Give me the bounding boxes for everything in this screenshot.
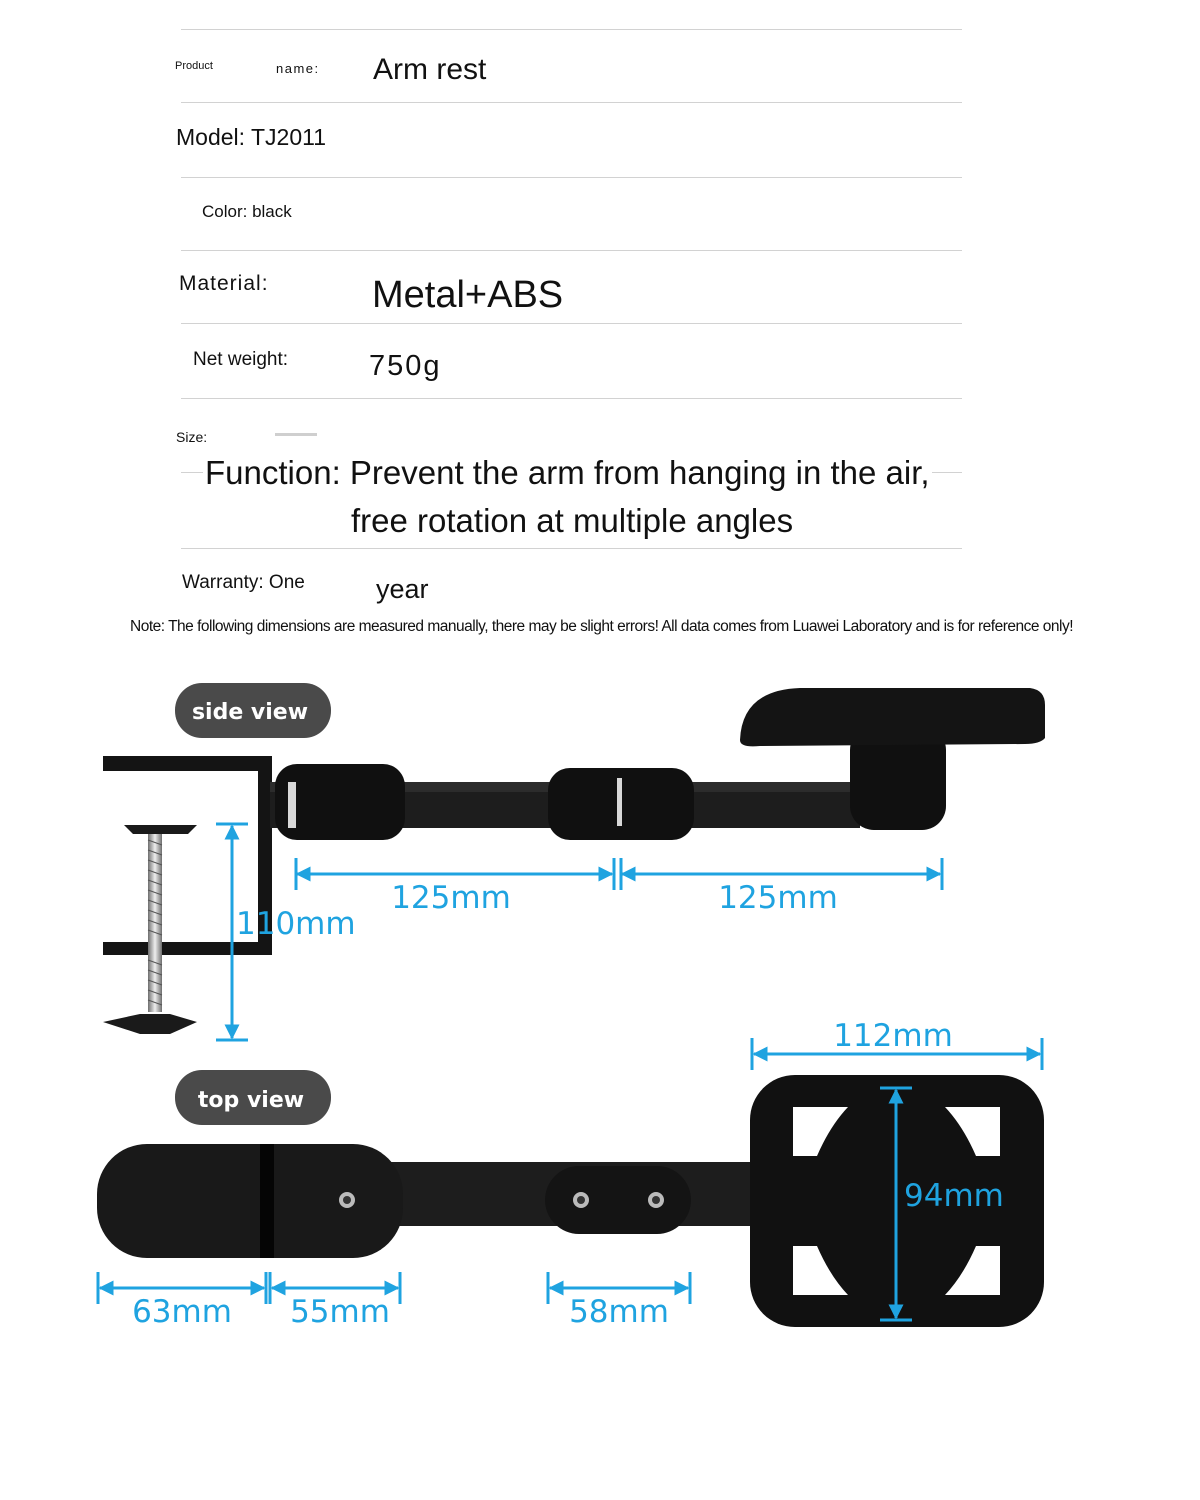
weight-value: 750g <box>369 350 442 382</box>
function-line-1: Function: Prevent the arm from hanging in the air, <box>205 454 930 491</box>
model-spec: Model: TJ2011 <box>176 124 327 150</box>
function-line-2: free rotation at multiple angles <box>351 502 794 539</box>
divider <box>181 548 962 549</box>
spec-table <box>0 0 1200 640</box>
dim-arm-joint-length: 55mm <box>290 1294 390 1330</box>
side-view-badge <box>175 683 331 738</box>
name-value: Arm rest <box>373 53 487 86</box>
measurement-note: Note: The following dimensions are measured manually, there may be slight errors! All data comes from Luawei Laboratory and is for reference only! <box>130 618 1074 635</box>
divider <box>181 323 962 324</box>
size-value-faint <box>275 433 317 436</box>
top-view-label: top view <box>197 1088 305 1113</box>
divider <box>181 29 962 30</box>
dim-middle-joint-length: 58mm <box>569 1294 669 1330</box>
material-label: Material: <box>179 272 269 295</box>
divider <box>181 102 962 103</box>
material-value: Metal+ABS <box>372 274 564 316</box>
top-view-badge <box>175 1070 331 1125</box>
side-view-product <box>103 688 1045 1034</box>
side-view-label: side view <box>191 700 309 725</box>
name-label: name: <box>276 61 320 76</box>
dim-pad-height: 94mm <box>904 1178 1004 1214</box>
dim-clamp-height: 110mm <box>236 906 356 942</box>
dimension-diagram <box>0 660 1200 1360</box>
warranty-value: year <box>376 574 429 604</box>
color-spec: Color: black <box>202 202 292 221</box>
warranty-label: Warranty: One <box>182 572 305 593</box>
weight-label: Net weight: <box>193 349 289 370</box>
dim-arm-segment-2: 125mm <box>718 880 838 916</box>
divider <box>181 177 962 178</box>
dim-clamp-length: 63mm <box>132 1294 232 1330</box>
dim-pad-width: 112mm <box>833 1018 953 1054</box>
divider <box>181 250 962 251</box>
size-label: Size: <box>176 429 208 445</box>
dim-arm-segment-1: 125mm <box>391 880 511 916</box>
product-label: Product <box>175 60 213 72</box>
divider <box>181 398 962 399</box>
